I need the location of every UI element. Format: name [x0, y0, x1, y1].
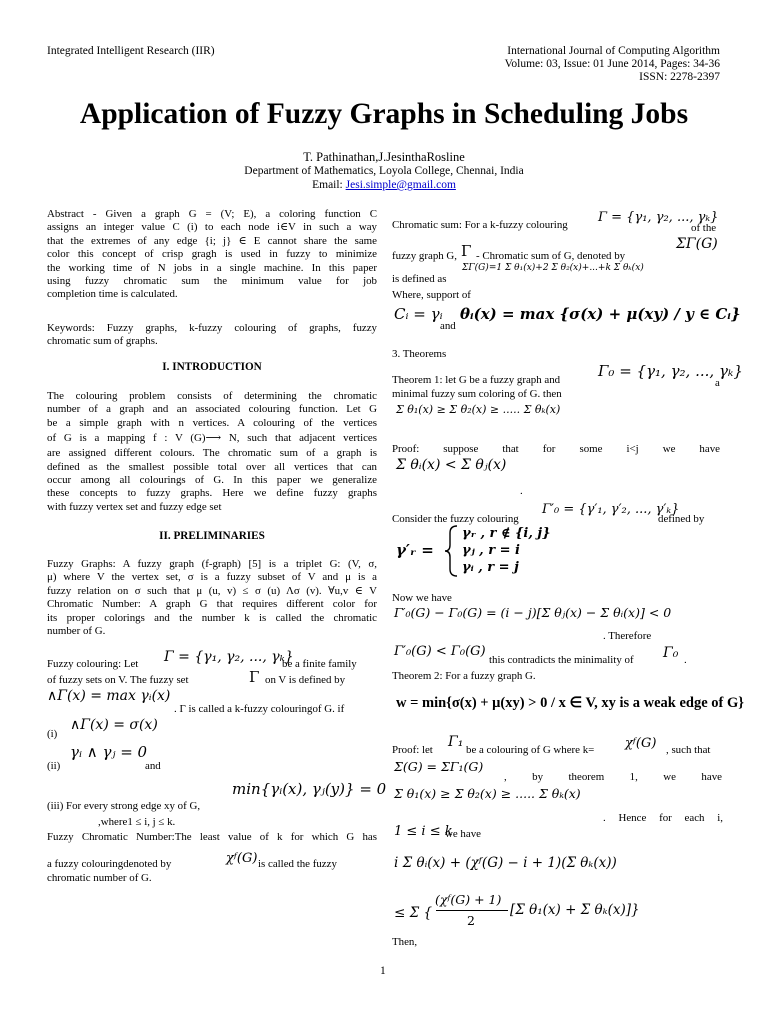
difference-equation: Γ′₀(G) − Γ₀(G) = (i − j)[Σ θⱼ(x) − Σ θᵢ(x)] < 0 [394, 605, 672, 620]
fuzzy-chromatic-number-text: is called the fuzzy [258, 858, 337, 870]
gamma-symbol: Γ [461, 242, 472, 260]
journal-issn: ISSN: 2278-2397 [639, 71, 720, 83]
proof-2-text: Proof: let [392, 744, 433, 756]
condition-i-formula: ∧Γ(x) = σ(x) [70, 717, 158, 733]
intro-line: The colouring problem consists of determining the chromatic [47, 390, 377, 402]
fuzzy-colouring-text: be a finite family [282, 658, 357, 670]
journal-volume: Volume: 03, Issue: 01 June 2014, Pages: 34-36 [504, 58, 720, 70]
keywords-line: Keywords: Fuzzy graphs, k-fuzzy colouring of graphs, fuzzy [47, 322, 377, 334]
fraction-numerator: (χᶠ(G) + 1) [435, 892, 502, 907]
piecewise-lhs-formula: γ′ᵣ = [396, 541, 434, 559]
bound-expression-line-2-end: [Σ θ₁(x) + Σ θₖ(x)]} [510, 902, 640, 918]
proof-2-text: . Hence for each i, [603, 812, 723, 824]
paper-title: Application of Fuzzy Graphs in Scheduling Jobs [79, 98, 689, 130]
theorem-1-text: Theorem 1: let G be a fuzzy graph and [392, 374, 561, 386]
abstract [47, 208, 377, 302]
theorems-heading: 3. Theorems [392, 348, 447, 360]
abstract-line: color this concept of crisp gragh is used in fuzzy to minimize [47, 248, 377, 261]
piecewise-case: γᵢ , r = j [462, 560, 519, 575]
fuzzy-chromatic-number-text: a fuzzy colouringdenoted by [47, 858, 172, 870]
theorem-2-text: Theorem 2: For a fuzzy graph G. [392, 670, 536, 682]
prelim-line: fuzzy relation on σ such that μ (u, v) ≤ σ (u) Λσ (v). ∀u,v ∈ V [47, 584, 377, 597]
introduction-text [47, 390, 377, 514]
prelim-line: μ) where V the vertex set, σ is a fuzzy subset of V and μ is a [47, 571, 377, 584]
min-condition-formula: min{γᵢ(x), γⱼ(y)} = 0 [232, 780, 387, 798]
journal-publisher: Integrated Intelligent Research (IIR) [47, 45, 215, 57]
period: . [684, 654, 687, 666]
where-condition-text: ,where1 ≤ i, j ≤ k. [98, 816, 176, 828]
theta-sum-inequality-formula: Σ θᵢ(x) < Σ θⱼ(x) [396, 457, 507, 473]
theorem-1-text: a [715, 377, 720, 389]
gamma-comparison-formula: Γ′₀(G) < Γ₀(G) [394, 644, 486, 659]
where-support-text: Where, support of [392, 289, 471, 301]
abstract-line: assigns an integer value C (i) to each node i∈V in such a way [47, 221, 377, 234]
bound-expression-line-1: i Σ θᵢ(x) + (χᶠ(G) − i + 1)(Σ θₖ(x)) [394, 855, 617, 871]
gamma1-symbol: Γ₁ [448, 734, 464, 750]
chromatic-sum-text: fuzzy graph G, [392, 250, 458, 262]
chromatic-number-line: number of G. [47, 625, 106, 638]
fuzzy-colouring-text: on V is defined by [265, 674, 346, 686]
intro-line: these concepts to fuzzy graphs. Here we define fuzzy graphs [47, 487, 377, 500]
intro-line: number of a graph and an associated colouring function. Let G [47, 403, 377, 416]
paper-email [0, 179, 768, 191]
chromatic-number-line: its proper colorings and the number k is called the chromatic [47, 611, 377, 624]
gamma-prime-set-formula: Γ′₀ = {γ′₁, γ′₂, ..., γ′ₖ} [542, 502, 680, 517]
abstract-line: completion time is calculated. [47, 288, 178, 301]
section-heading-preliminaries: II. PRELIMINARIES [159, 530, 265, 542]
keywords [47, 322, 377, 349]
chromatic-number-line: Chromatic Number: A graph G that requires different color for [47, 598, 377, 611]
then-text: Then, [392, 936, 418, 948]
fuzzy-chromatic-number-text: chromatic number of G. [47, 872, 152, 884]
page-number: 1 [380, 965, 386, 977]
wedge-gamma-formula: ∧Γ(x) = max γᵢ(x) [47, 688, 171, 704]
condition-i-label: (i) [47, 728, 58, 740]
intro-line: are assigned different colours. The chromatic sum of a graph is [47, 447, 377, 460]
fuzzy-colouring-text: Fuzzy colouring: Let [47, 658, 139, 670]
fraction-bar [436, 910, 508, 911]
preliminaries-text [47, 558, 377, 638]
gamma0-set-formula: Γ₀ = {γ₁, γ₂, ..., γₖ} [598, 362, 743, 380]
fuzzy-colouring-text: of fuzzy sets on V. The fuzzy set [47, 674, 189, 686]
theta-inequality-formula: Σ θ₁(x) ≥ Σ θ₂(x) ≥ ..... Σ θₖ(x) [396, 403, 561, 416]
chromatic-sum-text: - Chromatic sum of G, denoted by [476, 250, 626, 262]
journal-name: International Journal of Computing Algorithm [507, 45, 720, 57]
consider-text: Consider the fuzzy colouring [392, 513, 519, 525]
condition-ii-formula: γᵢ ∧ γⱼ = 0 [70, 743, 148, 761]
we-have-text: we have [445, 828, 481, 840]
paper-authors: T. Pathinathan,J.JesinthaRosline [303, 150, 465, 164]
gamma-set-formula: Γ = {γ₁, γ₂, ..., γₖ} [164, 649, 294, 665]
support-formula: Cᵢ = γᵢ [394, 305, 443, 323]
prelim-line: Fuzzy Graphs: A fuzzy graph (f-graph) [5] is a triplet G: (V, σ, [47, 558, 377, 570]
theta-inequality-formula: Σ θ₁(x) ≥ Σ θ₂(x) ≥ ..... Σ θₖ(x) [394, 786, 581, 801]
piecewise-case: γᵣ , r ∉ {i, j} [462, 526, 551, 541]
abstract-line: the working time of N jobs in a single machine. In this paper [47, 261, 377, 274]
contradiction-text: this contradicts the minimality of [489, 654, 634, 666]
theorem-1-text: minimal fuzzy sum coloring of G. then [392, 388, 562, 400]
sigma-equality-formula: Σ(G) = ΣΓ₁(G) [394, 759, 484, 774]
chi-f-formula: χᶠ(G) [625, 736, 657, 751]
abstract-line: Abstract - Given a graph G = (V; E), a coloring function C [47, 208, 377, 220]
intro-line: of G is a mapping f : V (G)⟶ N, such that adjacent vertices [47, 432, 377, 445]
proof-2-text: be a colouring of G where k= [466, 744, 595, 756]
keywords-line: chromatic sum of graphs. [47, 335, 158, 348]
paper-affiliation: Department of Mathematics, Loyola College, Chennai, India [244, 165, 524, 177]
gamma-set-formula: Γ = {γ₁, γ₂, ..., γₖ} [598, 210, 719, 225]
bound-expression-line-2-start: ≤ Σ { [394, 905, 433, 921]
condition-ii-label: (ii) [47, 760, 61, 772]
period: . [520, 485, 523, 497]
section-heading-introduction: I. INTRODUCTION [162, 361, 262, 373]
intro-line: occur among all colourings of G. In this paper we generalize [47, 474, 377, 487]
fuzzy-chromatic-number-text: Fuzzy Chromatic Number:The least value of k for which G has [47, 831, 377, 843]
index-range-formula: 1 ≤ i ≤ k [394, 824, 453, 839]
sigma-gamma-formula: ΣΓ(G) [676, 236, 718, 252]
fraction-denominator: 2 [467, 913, 475, 928]
chromatic-sum-text: of the [691, 222, 717, 234]
intro-line: with fuzzy vertex set and fuzzy edge set [47, 500, 222, 513]
piecewise-case: γⱼ , r = i [462, 543, 520, 558]
now-we-have-text: Now we have [392, 592, 452, 604]
intro-line: be a simple graph with n vertices. A colouring of the vertices [47, 416, 377, 429]
weak-edge-formula: w = min{σ(x) + μ(xy) > 0 / x ∈ V, xy is a weak edge of G} [396, 695, 744, 711]
intro-line: defined as the smallest possible total over all vertices that can [47, 460, 377, 473]
theta-definition-formula: θᵢ(x) = max {σ(x) + μ(xy) / y ∈ Cᵢ} [460, 305, 741, 323]
chromatic-sum-text: is defined as [392, 273, 447, 285]
therefore-text: . Therefore [603, 630, 652, 642]
proof-2-text: , by theorem 1, we have [504, 771, 722, 783]
chromatic-sum-text: Chromatic sum: For a k-fuzzy colouring [392, 219, 568, 231]
consider-text: defined by [658, 513, 705, 525]
email-label: Email: [312, 179, 346, 191]
condition-iii-text: (iii) For every strong edge xy of G, [47, 800, 201, 812]
piecewise-brace [444, 525, 460, 577]
gamma0-symbol: Γ₀ [663, 645, 679, 661]
gamma-symbol: Γ [249, 668, 260, 686]
proof-2-text: , such that [666, 744, 711, 756]
email-link[interactable]: Jesi.simple@gmail.com [345, 179, 456, 191]
and-text: and [145, 760, 161, 772]
and-text: and [440, 320, 456, 332]
abstract-line: using fuzzy chromatic sum the minimum value for job [47, 275, 377, 288]
chi-f-formula: χᶠ(G) [226, 851, 258, 866]
chromatic-sum-formula: ΣΓ(G)=1 Σ θ₁(x)+2 Σ θ₂(x)+...+k Σ θₖ(x) [462, 263, 644, 273]
abstract-line: that the extremes of any edge {i; j} ∈ E cannot share the same [47, 234, 377, 247]
proof-1-text: Proof: suppose that for some i<j we have [392, 443, 720, 455]
k-fuzzy-colouring-text: . Γ is called a k-fuzzy colouringof G. if [174, 703, 345, 715]
